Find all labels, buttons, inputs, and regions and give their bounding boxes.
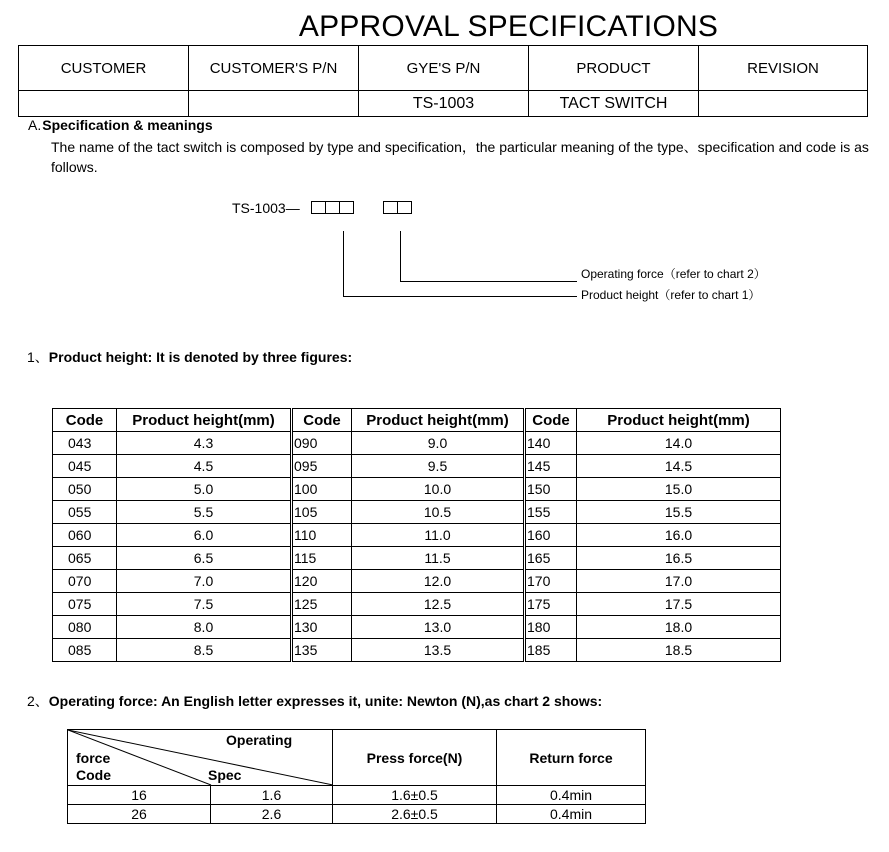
section-1-title: Product height: It is denoted by three figures: xyxy=(48,349,353,365)
table-row xyxy=(53,478,781,501)
height-cell: 13.0 xyxy=(352,616,525,639)
height-cell: 5.0 xyxy=(117,478,292,501)
header-label-customer-pn: CUSTOMER'S P/N xyxy=(189,46,359,91)
return-force-cell: 0.4min xyxy=(497,786,646,805)
header-value-gye-pn: TS-1003 xyxy=(359,91,529,117)
code-cell: 145 xyxy=(525,455,577,478)
header-label-gye-pn: GYE'S P/N xyxy=(359,46,529,91)
section-1-heading xyxy=(27,347,352,367)
header-value-product: TACT SWITCH xyxy=(529,91,699,117)
table-row xyxy=(53,432,781,455)
code-cell: 155 xyxy=(525,501,577,524)
code-cell: 160 xyxy=(525,524,577,547)
height-cell: 8.5 xyxy=(117,639,292,662)
table-header-row xyxy=(53,409,781,432)
height-cell: 4.3 xyxy=(117,432,292,455)
code-cell: 180 xyxy=(525,616,577,639)
product-height-label: Product height（refer to chart 1） xyxy=(581,288,761,302)
code-cell: 150 xyxy=(525,478,577,501)
corner-label-spec: Spec xyxy=(208,767,242,783)
corner-label-force: force xyxy=(76,750,111,766)
code-cell: 080 xyxy=(53,616,117,639)
height-cell: 12.5 xyxy=(352,593,525,616)
table-row xyxy=(53,547,781,570)
force-code-cell: 16 xyxy=(68,786,211,805)
press-force-cell: 2.6±0.5 xyxy=(333,805,497,824)
code-cell: 125 xyxy=(292,593,352,616)
code-cell: 175 xyxy=(525,593,577,616)
section-2-title: Operating force: An English letter expresses it, unite: Newton (N),as chart 2 shows: xyxy=(48,693,603,709)
press-force-cell: 1.6±0.5 xyxy=(333,786,497,805)
code-cell: 065 xyxy=(53,547,117,570)
code-cell: 075 xyxy=(53,593,117,616)
model-prefix: TS-1003— xyxy=(232,200,300,216)
return-force-cell: 0.4min xyxy=(497,805,646,824)
code-cell: 043 xyxy=(53,432,117,455)
height-cell: 15.5 xyxy=(577,501,781,524)
corner-label-operating: Operating xyxy=(226,732,293,748)
height-cell: 8.0 xyxy=(117,616,292,639)
code-cell: 050 xyxy=(53,478,117,501)
height-cell: 13.5 xyxy=(352,639,525,662)
header-label-product: PRODUCT xyxy=(529,46,699,91)
code-cell: 105 xyxy=(292,501,352,524)
code-cell: 095 xyxy=(292,455,352,478)
height-cell: 5.5 xyxy=(117,501,292,524)
height-cell: 18.0 xyxy=(577,616,781,639)
table-row xyxy=(53,455,781,478)
height-cell: 9.0 xyxy=(352,432,525,455)
column-header-return-force: Return force xyxy=(497,730,646,786)
height-cell: 6.0 xyxy=(117,524,292,547)
height-cell: 16.0 xyxy=(577,524,781,547)
section-a-title: Specification & meanings xyxy=(42,117,213,133)
code-cell: 060 xyxy=(53,524,117,547)
code-cell: 090 xyxy=(292,432,352,455)
code-cell: 130 xyxy=(292,616,352,639)
height-cell: 14.0 xyxy=(577,432,781,455)
table-row xyxy=(53,570,781,593)
code-cell: 110 xyxy=(292,524,352,547)
height-cell: 7.0 xyxy=(117,570,292,593)
corner-label-code: Code xyxy=(76,767,111,783)
code-cell: 120 xyxy=(292,570,352,593)
code-cell: 045 xyxy=(53,455,117,478)
height-cell: 18.5 xyxy=(577,639,781,662)
height-cell: 6.5 xyxy=(117,547,292,570)
height-cell: 4.5 xyxy=(117,455,292,478)
operating-force-table xyxy=(67,729,646,824)
page-title: APPROVAL SPECIFICATIONS xyxy=(298,10,719,43)
product-height-table xyxy=(52,408,781,662)
spec-cell: 2.6 xyxy=(211,805,333,824)
force-code-cell: 26 xyxy=(68,805,211,824)
height-cell: 17.0 xyxy=(577,570,781,593)
section-1-number: 1、 xyxy=(27,349,49,365)
section-2-number: 2、 xyxy=(27,693,49,709)
table-row xyxy=(53,524,781,547)
code-cell: 115 xyxy=(292,547,352,570)
code-cell: 170 xyxy=(525,570,577,593)
height-cell: 7.5 xyxy=(117,593,292,616)
height-cell: 10.0 xyxy=(352,478,525,501)
header-label-revision: REVISION xyxy=(699,46,868,91)
section-a-prefix: A. xyxy=(28,117,42,133)
height-cell: 10.5 xyxy=(352,501,525,524)
column-header-press-force: Press force(N) xyxy=(333,730,497,786)
diagonal-header-cell xyxy=(68,730,333,786)
code-cell: 135 xyxy=(292,639,352,662)
table-row xyxy=(68,786,646,805)
table-row xyxy=(53,639,781,662)
height-cell: 14.5 xyxy=(577,455,781,478)
code-cell: 140 xyxy=(525,432,577,455)
table-row xyxy=(53,501,781,524)
section-a-body: The name of the tact switch is composed by type and specification，the particular meaning of the type、specification and code is as follows. xyxy=(51,139,869,175)
column-header: Product height(mm) xyxy=(352,409,525,432)
column-header: Product height(mm) xyxy=(117,409,292,432)
column-header: Code xyxy=(53,409,117,432)
operating-force-label: Operating force（refer to chart 2） xyxy=(581,267,766,281)
code-cell: 055 xyxy=(53,501,117,524)
code-cell: 085 xyxy=(53,639,117,662)
code-cell: 100 xyxy=(292,478,352,501)
height-cell: 11.5 xyxy=(352,547,525,570)
header-label-customer: CUSTOMER xyxy=(19,46,189,91)
height-cell: 16.5 xyxy=(577,547,781,570)
code-cell: 185 xyxy=(525,639,577,662)
table-row xyxy=(53,593,781,616)
table-row xyxy=(68,805,646,824)
code-cell: 070 xyxy=(53,570,117,593)
height-cell: 12.0 xyxy=(352,570,525,593)
table-row xyxy=(53,616,781,639)
column-header: Product height(mm) xyxy=(577,409,781,432)
column-header: Code xyxy=(292,409,352,432)
code-cell: 165 xyxy=(525,547,577,570)
spec-cell: 1.6 xyxy=(211,786,333,805)
height-cell: 11.0 xyxy=(352,524,525,547)
height-cell: 15.0 xyxy=(577,478,781,501)
height-cell: 9.5 xyxy=(352,455,525,478)
section-2-heading xyxy=(27,691,602,711)
column-header: Code xyxy=(525,409,577,432)
height-cell: 17.5 xyxy=(577,593,781,616)
